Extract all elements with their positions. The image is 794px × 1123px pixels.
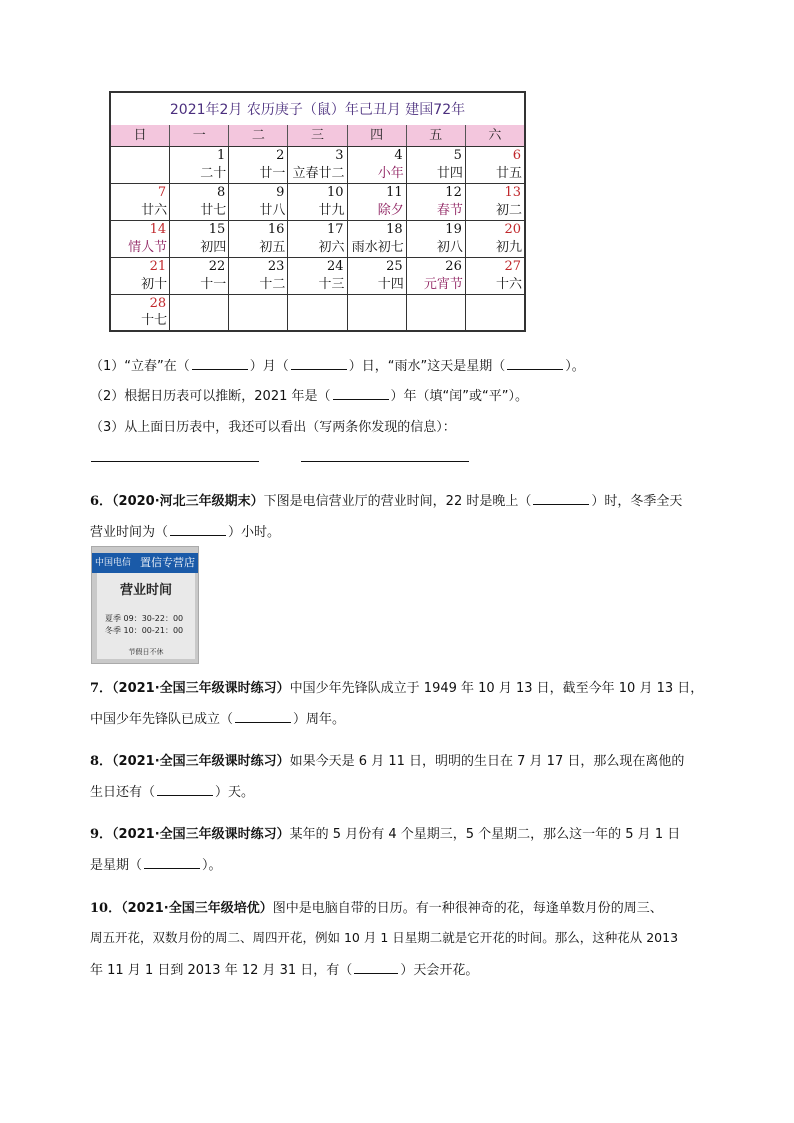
- weekday-label: 日: [111, 125, 170, 146]
- lunar-date: 十六: [495, 277, 522, 292]
- day-number: 1: [217, 148, 226, 163]
- day-number: 13: [504, 185, 521, 200]
- question-7-line2: [90, 708, 345, 727]
- lunar-date: 春节: [436, 203, 463, 218]
- question-text: 周五开花，双数月份的周二、周四开花，例如 10 月 1 日星期二就是它开花的时间。那么，这种花从 2013: [90, 930, 679, 945]
- q5-part1-text-b: ）月（: [249, 359, 289, 374]
- lunar-date: 立春廿二: [292, 166, 345, 181]
- calendar-day-cell: [407, 295, 466, 330]
- day-number: 5: [453, 148, 462, 163]
- lunar-date: 小年: [377, 166, 404, 181]
- question-source: （2021·全国三年级课时练习）: [112, 754, 290, 769]
- lunar-date: 初八: [436, 240, 463, 255]
- answer-blank[interactable]: [157, 785, 213, 796]
- lunar-date: 初九: [495, 240, 522, 255]
- day-number: 15: [208, 222, 226, 237]
- answer-blank[interactable]: [333, 389, 389, 400]
- day-number: 27: [504, 259, 521, 274]
- lunar-date: 情人节: [128, 240, 168, 255]
- calendar-week-row: [111, 184, 524, 221]
- question-text: 中国少年先锋队已成立（: [90, 712, 234, 727]
- calendar-day-cell: [111, 147, 170, 183]
- calendar-day-cell: [407, 184, 466, 220]
- calendar-day-cell: [288, 295, 347, 330]
- day-number: 12: [445, 185, 462, 200]
- question-text: 营业时间为（: [90, 525, 169, 540]
- weekday-label: 六: [488, 128, 502, 143]
- lunar-date: 廿六: [141, 203, 168, 218]
- lunar-date: 初二: [495, 203, 522, 218]
- day-number: 6: [512, 148, 521, 163]
- calendar-day-cell: [466, 258, 524, 294]
- lunar-date: 二十: [200, 166, 227, 181]
- answer-blank[interactable]: [354, 963, 398, 974]
- lunar-date: 廿九: [318, 203, 345, 218]
- question-text: 年 11 月 1 日到 2013 年 12 月 31 日，有（: [90, 963, 353, 978]
- q5-part2: [90, 385, 528, 404]
- question-text: 某年的 5 月份有 4 个星期三，5 个星期二，那么这一年的 5 月 1 日: [289, 827, 681, 842]
- day-number: 26: [445, 259, 462, 274]
- day-number: 24: [327, 259, 344, 274]
- telecom-logo: 中国电信: [95, 558, 132, 568]
- calendar-day-cell: [348, 221, 407, 257]
- question-number: 9．: [90, 827, 113, 842]
- answer-blank[interactable]: [533, 494, 589, 505]
- lunar-date: 廿四: [436, 166, 463, 181]
- q5-part1-text-d: ）。: [565, 359, 585, 374]
- lunar-date: 初五: [259, 240, 286, 255]
- holiday-note: 节假日不休: [128, 648, 164, 656]
- q5-part2-text-a: （2）根据日历表可以推断，2021 年是（: [90, 389, 331, 404]
- lunar-date: 十二: [259, 277, 286, 292]
- day-number: 10: [327, 185, 344, 200]
- calendar-day-cell: [170, 295, 229, 330]
- question-10-line1: [90, 897, 663, 916]
- question-text: ）天会开花。: [400, 963, 479, 978]
- day-number: 7: [157, 185, 167, 200]
- calendar-week-row: [111, 221, 524, 258]
- day-number: 4: [394, 148, 403, 163]
- business-hours-photo: [91, 546, 199, 664]
- day-number: 18: [386, 222, 403, 237]
- calendar-day-cell: [466, 147, 524, 183]
- answer-line-1[interactable]: [91, 461, 259, 462]
- question-10-line2: [90, 928, 678, 946]
- lunar-date: 十四: [377, 277, 404, 292]
- calendar-week-row: [111, 295, 524, 330]
- store-name: 置信专营店: [140, 556, 195, 569]
- lunar-date: 十七: [141, 313, 168, 328]
- lunar-date: 除夕: [377, 203, 404, 218]
- calendar-day-cell: [111, 184, 170, 220]
- summer-hours: 夏季 09：30-22：00: [105, 614, 184, 623]
- day-number: 28: [149, 296, 167, 311]
- lunar-date: 初六: [318, 240, 345, 255]
- calendar-day-cell: [229, 147, 288, 183]
- question-text: ）小时。: [228, 525, 281, 540]
- lunar-date: 廿一: [259, 166, 286, 181]
- photo-header: [92, 553, 198, 573]
- answer-blank[interactable]: [291, 359, 347, 370]
- calendar-day-cell: [348, 147, 407, 183]
- lunar-date: 廿八: [259, 203, 286, 218]
- question-9-line2: [90, 854, 222, 873]
- answer-blank[interactable]: [235, 712, 291, 723]
- question-text: 图中是电脑自带的日历。有一种很神奇的花，每逢单数月份的周三、: [272, 901, 663, 916]
- day-number: 3: [335, 148, 344, 163]
- day-number: 8: [217, 185, 226, 200]
- answer-blank[interactable]: [144, 858, 200, 869]
- question-text: 是星期（: [90, 858, 143, 873]
- calendar-day-cell: [466, 295, 524, 330]
- question-text: ）。: [202, 858, 222, 873]
- calendar-day-cell: [466, 184, 524, 220]
- day-number: 20: [504, 222, 521, 237]
- day-number: 11: [386, 185, 403, 200]
- calendar-day-cell: [407, 258, 466, 294]
- question-6-line1: [90, 490, 682, 509]
- lunar-calendar: [109, 91, 526, 332]
- question-source: （2021·全国三年级培优）: [121, 901, 273, 916]
- q5-part3: （3）从上面日历表中，我还可以看出（写两条你发现的信息）：: [90, 420, 456, 435]
- lunar-date: 元宵节: [423, 277, 463, 292]
- q5-part2-text-b: ）年（填“闰”或“平”）。: [390, 389, 528, 404]
- calendar-day-cell: [170, 221, 229, 257]
- answer-blank[interactable]: [507, 359, 563, 370]
- day-number: 25: [386, 259, 403, 274]
- weekday-label: 二: [229, 125, 288, 146]
- answer-blank[interactable]: [170, 525, 226, 536]
- lunar-date: 初四: [200, 240, 227, 255]
- question-8-line2: [90, 781, 254, 800]
- answer-blank[interactable]: [192, 359, 248, 370]
- day-number: 23: [267, 259, 285, 274]
- calendar-week-row: [111, 147, 524, 184]
- calendar-day-cell: [170, 147, 229, 183]
- calendar-day-cell: [111, 295, 170, 330]
- question-6-line2: [90, 521, 280, 540]
- question-source: （2020·河北三年级期末）: [112, 494, 264, 509]
- calendar-day-cell: [288, 258, 347, 294]
- calendar-day-cell: [229, 184, 288, 220]
- calendar-day-cell: [407, 147, 466, 183]
- question-text: 下图是电信营业厅的营业时间，22 时是晚上（: [263, 494, 532, 509]
- calendar-day-cell: [170, 258, 229, 294]
- day-number: 2: [276, 148, 285, 163]
- hours-title: 营业时间: [119, 583, 172, 598]
- lunar-date: 初十: [141, 277, 168, 292]
- question-10-line3: [90, 959, 478, 978]
- calendar-grid: [111, 147, 524, 330]
- weekday-label: 一: [170, 125, 229, 146]
- q5-part1-text-c: ）日，“雨水”这天是星期（: [348, 359, 506, 374]
- question-text: ）周年。: [293, 712, 346, 727]
- weekday-label: 五: [407, 125, 466, 146]
- winter-hours: 冬季 10：00-21：00: [105, 626, 184, 635]
- weekday-label: 四: [348, 125, 407, 146]
- calendar-weekday-header: [111, 125, 524, 147]
- hours-board: [97, 573, 195, 659]
- day-number: 19: [445, 222, 462, 237]
- calendar-week-row: [111, 258, 524, 295]
- question-text: ）天。: [215, 785, 255, 800]
- weekday-label: 三: [288, 125, 347, 146]
- calendar-title: 2021年2月 农历庚子（鼠）年己丑月 建国72年: [111, 93, 524, 126]
- question-number: 6．: [90, 494, 113, 509]
- lunar-date: 廿五: [495, 166, 522, 181]
- answer-line-2[interactable]: [301, 461, 469, 462]
- question-number: 7．: [90, 681, 113, 696]
- calendar-day-cell: [407, 221, 466, 257]
- q5-part1: [90, 355, 585, 374]
- lunar-date: 十一: [200, 277, 227, 292]
- question-text: 中国少年先锋队成立于 1949 年 10 月 13 日，截至今年 10 月 13 日，: [289, 681, 704, 696]
- calendar-day-cell: [466, 221, 524, 257]
- day-number: 21: [149, 259, 167, 274]
- day-number: 14: [149, 222, 167, 237]
- calendar-day-cell: [348, 184, 407, 220]
- question-9-line1: [90, 823, 680, 842]
- lunar-date: 十三: [318, 277, 345, 292]
- day-number: 22: [208, 259, 226, 274]
- calendar-day-cell: [288, 184, 347, 220]
- calendar-day-cell: [229, 295, 288, 330]
- day-number: 17: [327, 222, 344, 237]
- calendar-day-cell: [111, 258, 170, 294]
- day-number: 9: [276, 185, 285, 200]
- question-8-line1: [90, 750, 684, 769]
- calendar-day-cell: [229, 258, 288, 294]
- calendar-day-cell: [288, 147, 347, 183]
- calendar-day-cell: [348, 258, 407, 294]
- calendar-day-cell: [111, 221, 170, 257]
- lunar-date: 雨水初七: [351, 240, 404, 255]
- calendar-day-cell: [229, 221, 288, 257]
- lunar-date: 廿七: [200, 203, 227, 218]
- question-number: 8．: [90, 754, 113, 769]
- question-text: ）时，冬季全天: [591, 494, 683, 509]
- q5-part1-text-a: （1）“立春”在（: [90, 359, 190, 374]
- day-number: 16: [267, 222, 285, 237]
- question-source: （2021·全国三年级课时练习）: [112, 681, 290, 696]
- question-text: 如果今天是 6 月 11 日，明明的生日在 7 月 17 日，那么现在离他的: [289, 754, 685, 769]
- calendar-day-cell: [288, 221, 347, 257]
- question-text: 生日还有（: [90, 785, 156, 800]
- calendar-day-cell: [348, 295, 407, 330]
- question-7-line1: [90, 677, 703, 696]
- question-number: 10．: [90, 901, 122, 916]
- calendar-day-cell: [170, 184, 229, 220]
- question-source: （2021·全国三年级课时练习）: [112, 827, 290, 842]
